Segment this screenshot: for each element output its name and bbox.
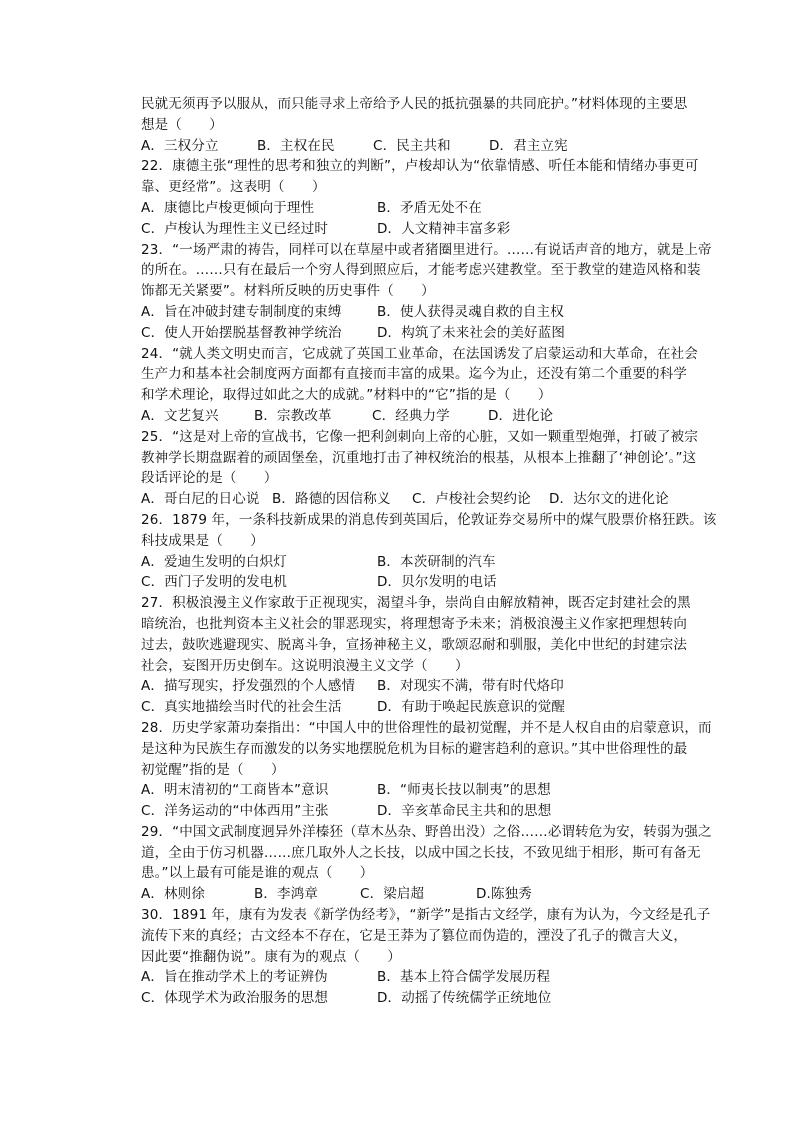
options-row	[141, 801, 681, 822]
question-q27	[141, 593, 691, 718]
answer-option: D．达尔文的进化论	[549, 491, 669, 508]
question-text-line: 的所在。……只有在最后一个穷人得到照应后，才能考虑兴建教堂。至于教堂的建造风格和装	[141, 262, 701, 279]
answer-option: A．旨在推动学术上的考证辨伪	[141, 969, 328, 986]
question-q25	[141, 427, 698, 510]
options-row	[141, 219, 681, 240]
answer-option: A．哥白尼的日心说	[141, 491, 260, 508]
answer-option: D．有助于唤起民族意识的觉醒	[377, 699, 565, 716]
answer-option: D．君主立宪	[489, 137, 568, 154]
answer-option: A．描写现实，抒发强烈的个人感情	[141, 678, 356, 695]
answer-option: C．经典力学	[372, 407, 450, 424]
options-row	[141, 988, 681, 1009]
question-text-line: 26．1879 年，一条科技新成果的消息传到英国后，伦敦证券交易所中的煤气股票价格狂跌。该	[141, 511, 717, 528]
question-q22	[141, 156, 699, 239]
question-q26	[141, 510, 717, 593]
answer-option: D．进化论	[488, 407, 554, 424]
question-text-line: 初觉醒”指的是（ ）	[141, 761, 285, 778]
options-row	[141, 323, 681, 344]
question-text-line: 和学术理论，取得过如此之大的成就。”材料中的“它”指的是（ ）	[141, 387, 552, 404]
answer-option: B．“师夷长技以制夷”的思想	[377, 782, 551, 799]
question-text-line: 民就无须再予以服从，而只能寻求上帝给予人民的抵抗强暴的共同庇护。”材料体现的主要思	[141, 96, 688, 112]
answer-option: C．西门子发明的发电机	[141, 574, 288, 591]
question-text-line: 道，全由于仿习机器……庶几取外人之长技，以成中国之长技，不致见绌于相形，斯可有备无	[141, 844, 701, 861]
question-text-line: 饰都无关紧要”。材料所反映的历史事件（ ）	[141, 283, 435, 300]
answer-option: A．康德比卢梭更倾向于理性	[141, 199, 315, 216]
question-text-line: 过去，鼓吹逃避现实、脱离斗争，宣扬神秘主义，歌颂忍耐和驯服，美化中世纪的封建宗法	[141, 636, 687, 653]
answer-option: D．贝尔发明的电话	[377, 574, 497, 591]
answer-option: A．明末清初的“工商皆本”意识	[141, 782, 329, 799]
question-text-line: 流传下来的真经；古文经本不存在，它是王莽为了篡位而伪造的，湮没了孔子的微言大义，	[141, 927, 687, 944]
options-row	[141, 676, 681, 697]
answer-option: B．路德的因信称义	[272, 491, 391, 508]
question-text-line: 科技成果是（ ）	[141, 532, 264, 549]
answer-option: B．使人获得灵魂自救的自主权	[377, 303, 564, 320]
question-q21-cont	[141, 94, 688, 156]
question-q23	[141, 240, 712, 344]
question-text-line: 靠、更经常”。这表明（ ）	[141, 179, 326, 196]
question-list	[141, 94, 717, 1009]
options-row	[141, 406, 681, 427]
answer-option: A．旨在冲破封建专制制度的束缚	[141, 303, 342, 320]
answer-option: C．真实地描绘当时代的社会生活	[141, 699, 342, 716]
answer-option: A．三权分立	[141, 137, 219, 154]
answer-option: C．体现学术为政治服务的思想	[141, 990, 329, 1007]
options-row	[141, 967, 681, 988]
answer-option: C．卢梭社会契约论	[412, 491, 531, 508]
question-text-line: 生产力和基本社会制度两方面都有直接而丰富的成果。迄今为止，还没有第二个重要的科学	[141, 366, 687, 383]
answer-option: D．辛亥革命民主共和的思想	[377, 803, 552, 820]
question-text-line: 28．历史学家萧功秦指出：“中国人中的世俗理性的最初觉醒，并不是人权自由的启蒙意识，而	[141, 719, 712, 736]
question-q24	[141, 344, 698, 427]
question-text-line: 患。”以上最有可能是谁的观点（ ）	[141, 865, 374, 882]
question-text-line: 30．1891 年，康有为发表《新学伪经考》，“新学”是指古文经学，康有为认为，今文经是孔子	[141, 907, 711, 924]
answer-option: A．爱迪生发明的白炽灯	[141, 553, 287, 570]
options-row	[141, 302, 681, 323]
answer-option: A．林则徐	[141, 886, 205, 903]
answer-option: C．民主共和	[373, 137, 451, 154]
question-text-line: 25．“这是对上帝的宣战书，它像一把利剑刺向上帝的心脏，又如一颗重型炮弹，打破了被宗	[141, 428, 698, 445]
options-row	[141, 489, 681, 510]
question-text-line: 因此要“推翻伪说”。康有为的观点（ ）	[141, 948, 401, 965]
question-q29	[141, 822, 712, 905]
question-text-line: 29．“中国文武制度迥异外洋榛狉（草木丛杂、野兽出没）之俗……必谓转危为安，转弱为强之	[141, 823, 712, 840]
options-row	[141, 697, 681, 718]
options-row	[141, 552, 681, 573]
options-row	[141, 136, 681, 157]
answer-option: B．主权在民	[257, 137, 335, 154]
answer-option: B．李鸿章	[254, 886, 319, 903]
answer-option: B．矛盾无处不在	[377, 199, 482, 216]
question-text-line: 22．康德主张“理性的思考和独立的判断”，卢梭却认为“依靠情感、听任本能和情绪办事更可	[141, 158, 699, 175]
question-text-line: 是这种为民族生存而激发的以务实地摆脱危机为目标的避害趋利的意识。”其中世俗理性的最	[141, 740, 688, 757]
answer-option: B．基本上符合儒学发展历程	[377, 969, 551, 986]
answer-option: B．本茨研制的汽车	[377, 553, 496, 570]
answer-option: A．文艺复兴	[141, 407, 219, 424]
answer-option: D.陈独秀	[476, 886, 532, 903]
answer-option: D．人文精神丰富多彩	[377, 220, 511, 237]
question-text-line: 社会，妄图开历史倒车。这说明浪漫主义文学（ ）	[141, 657, 469, 674]
answer-option: C．使人开始摆脱基督教神学统治	[141, 324, 342, 341]
options-row	[141, 572, 681, 593]
answer-option: C．梁启超	[360, 886, 425, 903]
answer-option: B．宗教改革	[254, 407, 332, 424]
options-row	[141, 198, 681, 219]
question-q28	[141, 718, 712, 822]
options-row	[141, 780, 681, 801]
question-text-line: 段话评论的是（ ）	[141, 470, 278, 487]
answer-option: C．洋务运动的“中体西用”主张	[141, 803, 329, 820]
question-text-line: 27．积极浪漫主义作家敢于正视现实，渴望斗争，崇尚自由解放精神，既否定封建社会的黑	[141, 595, 691, 612]
question-q30	[141, 905, 711, 1009]
answer-option: B．对现实不满，带有时代烙印	[377, 678, 564, 695]
question-text-line: 想是（ ）	[141, 116, 223, 133]
question-text-line: 23．“一场严肃的祷告，同样可以在草屋中或者猪圈里进行。……有说话声音的地方，就是上帝	[141, 241, 712, 258]
question-text-line: 暗统治，也批判资本主义社会的罪恶现实，将理想寄予未来；消极浪漫主义作家把理想转向	[141, 615, 687, 632]
answer-option: D．动摇了传统儒学正统地位	[377, 990, 552, 1007]
options-row	[141, 884, 681, 905]
question-text-line: 24．“就人类文明史而言，它成就了英国工业革命，在法国诱发了启蒙运动和大革命，在社会	[141, 345, 698, 362]
question-text-line: 教神学长期盘踞着的顽固堡垒，沉重地打击了神权统治的根基，从根本上推翻了‘神创论’。”这	[141, 449, 697, 466]
answer-option: D．构筑了未来社会的美好蓝图	[377, 324, 565, 341]
answer-option: C．卢梭认为理性主义已经过时	[141, 220, 329, 237]
